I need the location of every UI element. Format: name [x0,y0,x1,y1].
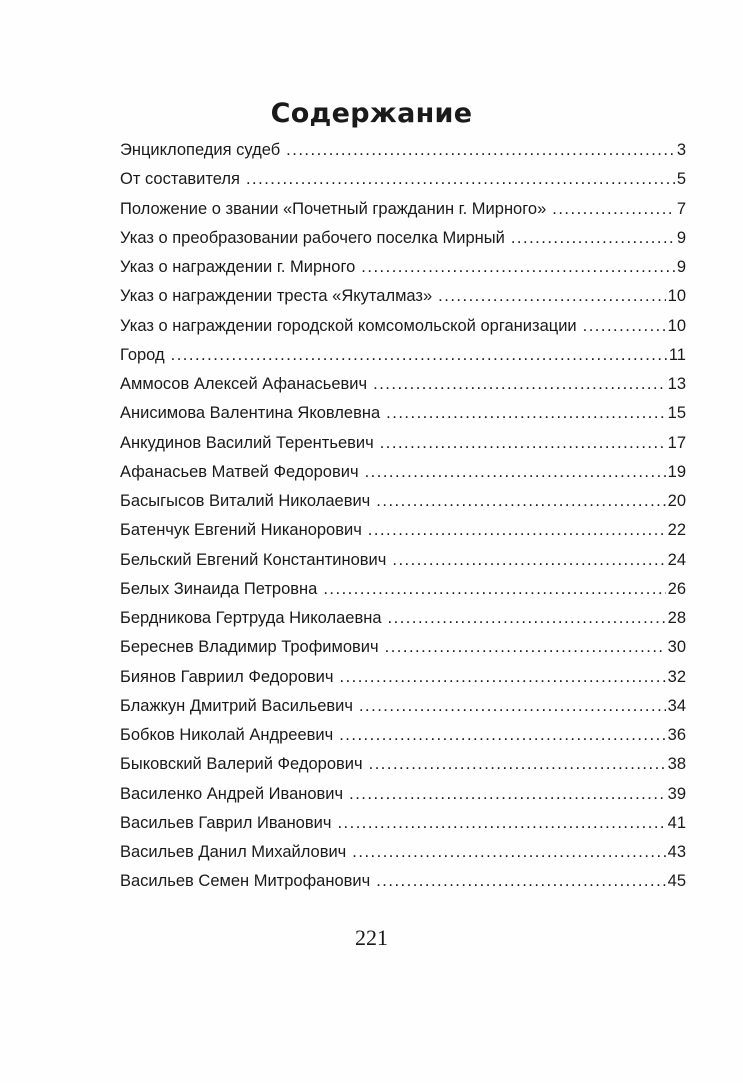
toc-entry-title: Афанасьев Матвей Федорович [120,462,359,481]
toc-entry [120,434,686,463]
toc-entry-page: 17 [667,433,686,452]
toc-entry-page: 11 [668,345,686,364]
dot-leader [369,755,666,774]
toc-entry [120,697,686,726]
toc-entry-title: Басыгысов Виталий Николаевич [120,492,371,510]
toc-entry-page: 30 [667,638,686,657]
toc-entry-page: 9 [676,228,686,247]
toc-entry-title: Указ о преобразовании рабочего поселка Мирный [120,228,505,247]
toc-entry [120,229,686,258]
toc-entry [120,141,686,170]
toc-entry-page: 7 [676,199,686,218]
dot-leader [373,375,666,394]
dot-leader [376,872,665,891]
toc-entry-page: 19 [667,462,686,481]
toc-entry [120,668,686,697]
dot-leader [583,317,666,336]
toc-entry-page: 15 [667,404,686,423]
toc-entry [120,814,686,843]
page-number: 221 [355,925,388,950]
dot-leader [386,404,665,423]
toc-entry [120,843,686,872]
toc-entry-page: 22 [667,521,686,540]
dot-leader [359,697,666,716]
dot-leader [349,785,666,804]
dot-leader [339,726,665,745]
toc-entry-page: 20 [667,492,686,510]
toc-entry [120,551,686,580]
toc-entry [120,346,686,375]
toc-entry-page: 34 [667,696,686,715]
toc-entry-page: 9 [676,258,686,276]
toc-entry-page: 3 [676,141,686,159]
toc-entry-page: 41 [667,813,686,832]
toc-entry-page: 5 [676,170,686,189]
toc-entry [120,755,686,784]
dot-leader [352,843,665,862]
toc-entry [120,638,686,667]
dot-leader [365,463,666,482]
toc-entry [120,200,686,229]
toc-entry-page: 26 [667,579,686,598]
table-of-contents [120,141,686,902]
toc-entry-title: Анкудинов Василий Терентьевич [120,433,374,452]
toc-entry-title: Бердникова Гертруда Николаевна [120,609,382,627]
toc-entry-title: Бобков Николай Андреевич [120,726,334,744]
toc-entry-title: Аммосов Алексей Афанасьевич [120,375,368,393]
toc-entry [120,726,686,755]
dot-leader [552,200,675,219]
dot-leader [340,668,666,687]
toc-entry-title: Энциклопедия судеб [120,141,281,159]
toc-entry [120,463,686,492]
toc-entry [120,375,686,404]
dot-leader [323,580,665,599]
toc-entry-title: Быковский Валерий Федорович [120,755,363,774]
toc-entry-title: Береснев Владимир Трофимович [120,638,379,657]
toc-entry [120,521,686,550]
toc-entry-title: Васильев Семен Митрофанович [120,872,371,891]
dot-leader [511,229,675,248]
toc-entry-title: Белых Зинаида Петровна [120,579,318,598]
toc-entry-title: Указ о награждении треста «Якуталмаз» [120,287,433,306]
toc-entry [120,170,686,199]
toc-entry [120,785,686,814]
toc-entry [120,317,686,346]
toc-entry-page: 32 [667,667,686,686]
toc-entry-page: 36 [667,726,686,744]
dot-leader [246,170,675,189]
dot-leader [392,551,665,570]
toc-entry-page: 10 [667,316,686,335]
dot-leader [380,434,666,453]
toc-entry [120,404,686,433]
toc-entry-title: Василенко Андрей Иванович [120,784,344,803]
toc-entry-page: 39 [667,784,686,803]
toc-entry [120,287,686,316]
toc-entry-title: Васильев Гаврил Иванович [120,813,332,832]
toc-entry-title: Васильев Данил Михайлович [120,843,347,861]
dot-leader [286,141,675,160]
toc-entry-page: 24 [667,550,686,569]
toc-entry-title: Указ о награждении г. Мирного [120,258,356,276]
toc-entry [120,609,686,638]
toc-entry-page: 13 [667,375,686,393]
toc-entry-title: От составителя [120,170,240,189]
toc-entry-page: 38 [667,755,686,774]
page-title: Содержание [270,98,473,129]
toc-entry [120,492,686,521]
dot-leader [376,492,665,511]
dot-leader [368,521,666,540]
dot-leader [388,609,666,628]
toc-entry-title: Блажкун Дмитрий Васильевич [120,696,353,715]
toc-entry-page: 28 [667,609,686,627]
toc-entry-title: Бельский Евгений Константинович [120,550,387,569]
dot-leader [171,346,667,365]
dot-leader [438,287,665,306]
toc-entry [120,872,686,901]
toc-entry-title: Анисимова Валентина Яковлевна [120,404,381,423]
dot-leader [361,258,675,277]
toc-entry-title: Батенчук Евгений Никанорович [120,521,362,540]
toc-entry-title: Биянов Гавриил Федорович [120,667,334,686]
dot-leader [337,814,665,833]
toc-entry-title: Указ о награждении городской комсомольской организации [120,316,577,335]
toc-entry [120,580,686,609]
toc-entry-page: 43 [667,843,686,861]
toc-entry-title: Положение о звании «Почетный гражданин г. Мирного» [120,199,547,218]
toc-entry-page: 10 [667,287,686,306]
toc-entry-title: Город [120,345,165,364]
dot-leader [385,638,666,657]
toc-entry-page: 45 [667,872,686,891]
toc-entry [120,258,686,287]
